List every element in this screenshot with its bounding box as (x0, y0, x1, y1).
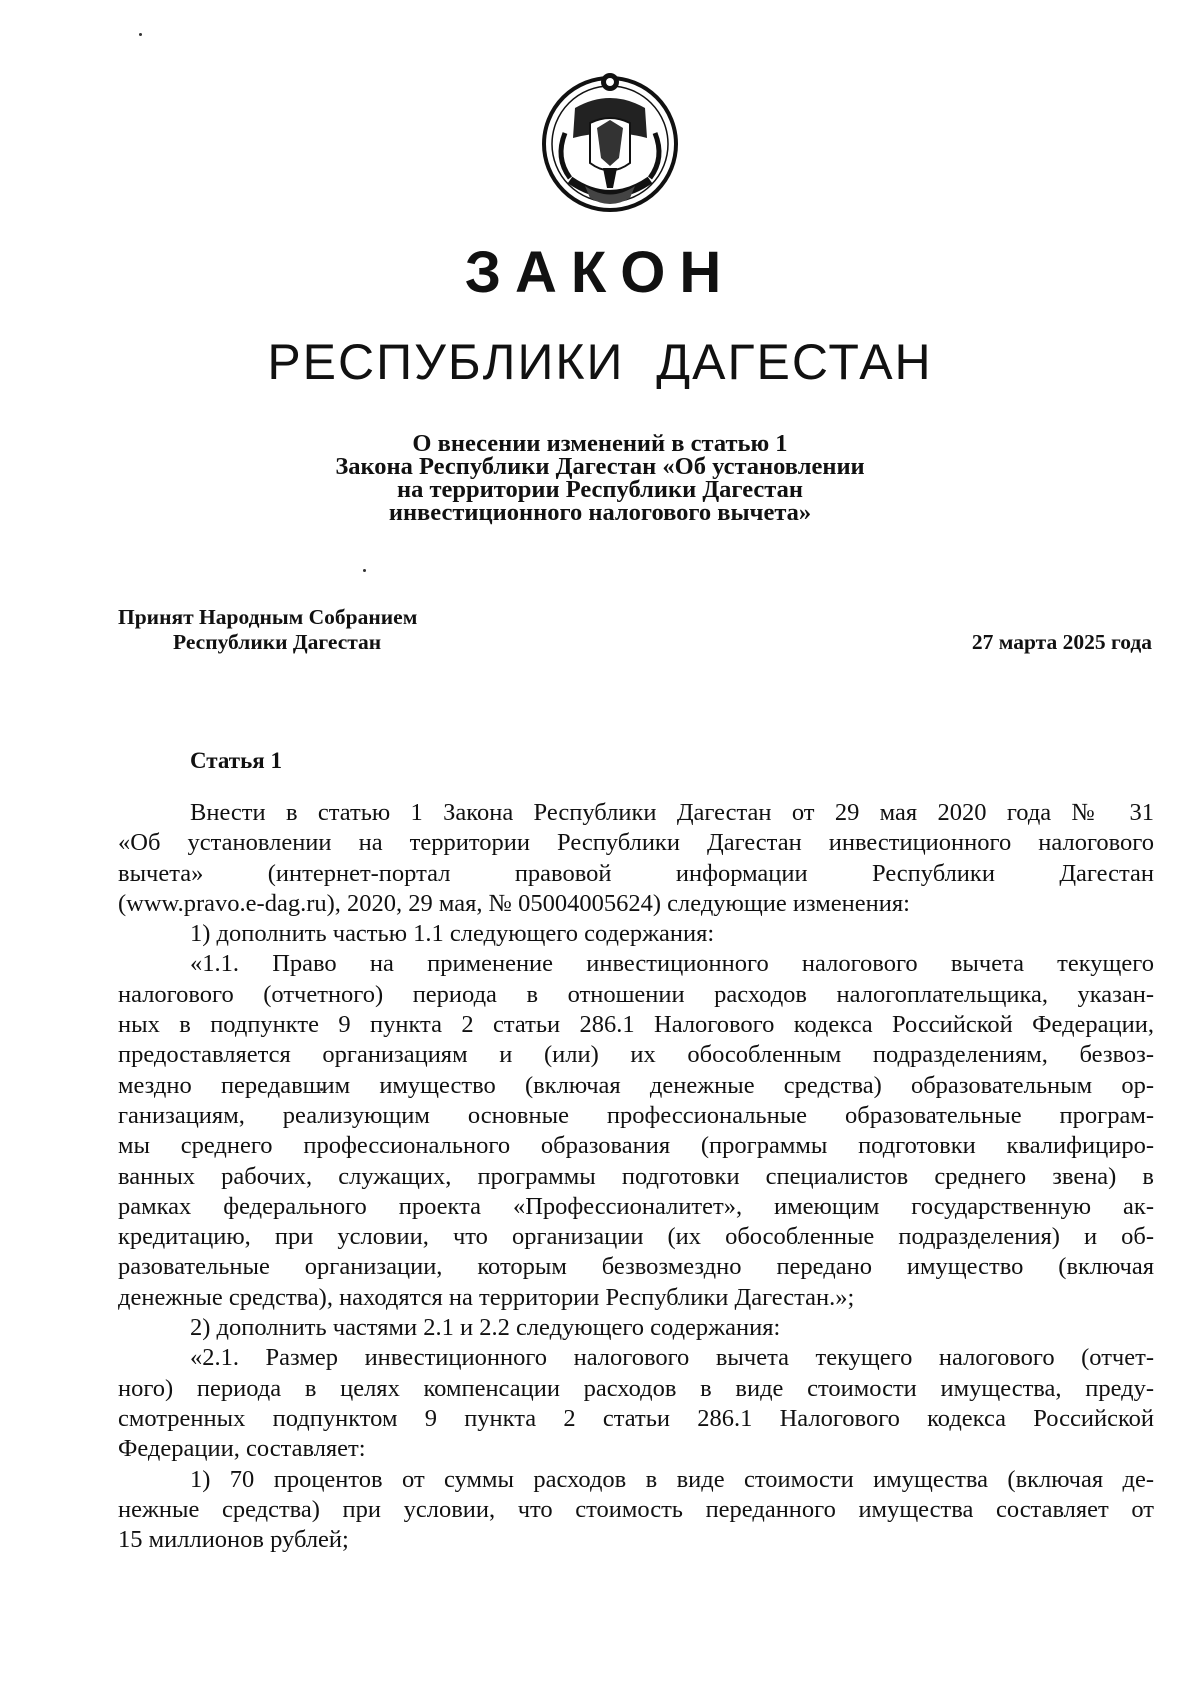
text-line: Внести в статью 1 Закона Республики Дагестан от 29 мая 2020 года № 31 (190, 799, 1154, 826)
text-line: «1.1. Право на применение инвестиционного налогового вычета текущего (190, 950, 1154, 978)
text-line: денежные средства), находятся на территории Республики Дагестан.»; (118, 1283, 855, 1311)
text-line: вычета» (интернет-портал правовой информации Республики Дагестан (118, 859, 1154, 887)
text-line: мездно передавшим имущество (включая денежные средства) образовательным ор- (118, 1071, 1154, 1099)
heading-line: О внесении изменений в статью 1 (412, 430, 788, 457)
text-line: Федерации, составляет: (118, 1435, 366, 1463)
text-line: 15 миллионов рублей; (118, 1526, 349, 1554)
text-line: мы среднего профессионального образования (программы подготовки квалифициро- (118, 1132, 1154, 1160)
text-line: смотренных подпунктом 9 пункта 2 статьи 286.1 Налогового кодекса Российской (118, 1404, 1154, 1432)
heading-line: инвестиционного налогового вычета» (388, 499, 812, 526)
text-line: 1) 70 процентов от суммы расходов в виде стоимости имущества (включая де- (190, 1465, 1154, 1493)
text-line: «Об установлении на территории Республики Дагестан инвестиционного налогового (118, 829, 1154, 857)
dagestan-coat-of-arms-icon (535, 68, 685, 216)
text-line: ванных рабочих, служащих, программы подготовки специалистов среднего звена) в (118, 1162, 1154, 1190)
law-title: ЗАКОН (464, 240, 736, 305)
adoption-block (118, 605, 417, 655)
text-line: «2.1. Размер инвестиционного налогового вычета текущего налогового (отчет- (190, 1344, 1154, 1372)
text-line: нежные средства) при условии, что стоимость переданного имущества составляет от (118, 1495, 1154, 1523)
article-body (118, 798, 1154, 1555)
text-line: кредитацию, при условии, что организации (их обособленные подразделения) и об- (118, 1223, 1154, 1251)
text-line: ного) периода в целях компенсации расходов в виде стоимости имущества, преду- (118, 1374, 1154, 1402)
adopted-by-line: Республики Дагестан (173, 630, 382, 654)
republic-title: РЕСПУБЛИКИ ДАГЕСТАН (267, 334, 933, 390)
text-line: 1) дополнить частью 1.1 следующего содержания: (190, 920, 715, 948)
law-heading (0, 432, 1200, 524)
article-title: Статья 1 (190, 748, 282, 773)
text-line: ных в подпункте 9 пункта 2 статьи 286.1 Налогового кодекса Российской Федерации, (118, 1011, 1154, 1039)
heading-line: Закона Республики Дагестан «Об установлении (335, 453, 865, 480)
adopted-by-line: Принят Народным Собранием (118, 605, 418, 629)
text-line: предоставляется организациям и (или) их обособленным подразделениям, безвоз- (118, 1041, 1154, 1069)
adoption-date: 27 марта 2025 года (971, 630, 1152, 654)
text-line: разовательные организации, которым безвозмездно передано имущество (включая (118, 1253, 1154, 1281)
text-line: 2) дополнить частями 2.1 и 2.2 следующего содержания: (190, 1314, 781, 1342)
scan-speck (363, 569, 366, 572)
text-line: рамках федерального проекта «Профессионалитет», имеющим государственную ак- (118, 1192, 1154, 1220)
heading-line: на территории Республики Дагестан (397, 476, 803, 503)
text-line: налогового (отчетного) периода в отношении расходов налогоплательщика, указан- (118, 980, 1154, 1008)
scan-speck (139, 33, 142, 36)
text-line: (www.pravo.e-dag.ru), 2020, 29 мая, № 05004005624) следующие изменения: (118, 889, 910, 917)
text-line: ганизациям, реализующим основные профессиональные образовательные програм- (118, 1101, 1154, 1129)
